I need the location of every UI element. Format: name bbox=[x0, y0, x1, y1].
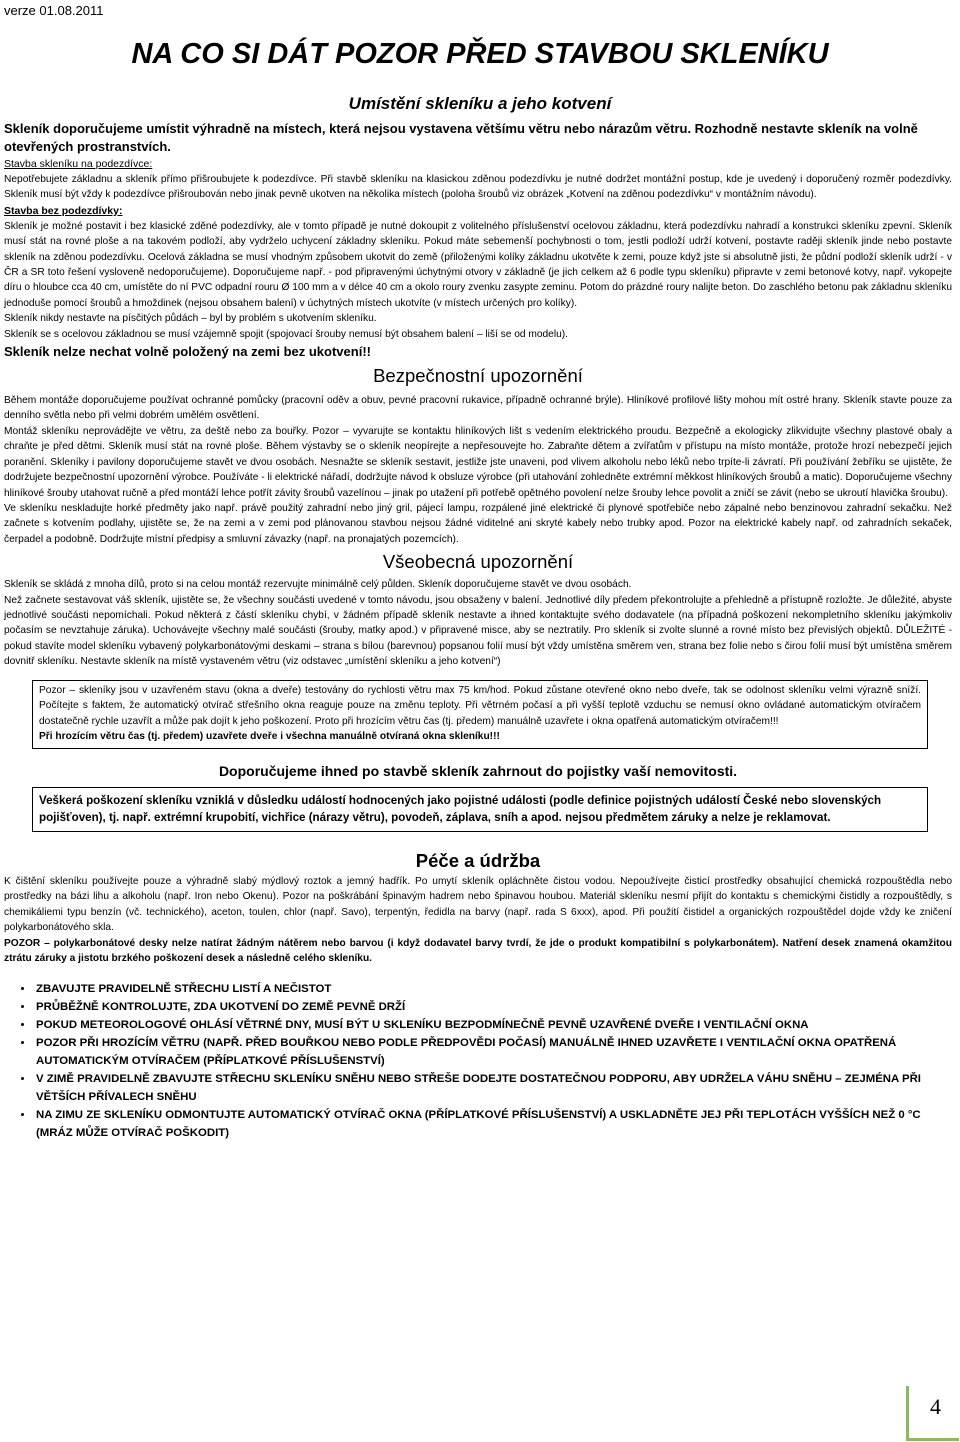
list-item: • POZOR PŘI HROZÍCÍM VĚTRU (NAPŘ. PŘED BOUŘKOU NEBO PODLE PŘEDPOVĚDI POČASÍ) MANUÁLNĚ IHNED UZAVŘETE I VENTILAČNÍ OKNA OPATŘENÁ AUTOMATICKÝM OTVÍRAČEM (PŘÍPLATKOVÉ PŘÍSLUŠENSTVÍ) bbox=[34, 1034, 952, 1070]
insurance-heading: Doporučujeme ihned po stavbě skleník zahrnout do pojistky vaší nemovitosti. bbox=[218, 762, 738, 779]
lead-paragraph: Skleník doporučujeme umístit výhradně na místech, která nejsou vystavena většímu větru nebo nárazům větru. Rozhodně nestavte skleník na volně otevřených prostranstvích. bbox=[4, 121, 918, 154]
general-paragraph-2: Než začnete sestavovat váš skleník, ujistěte se, že všechny součásti uvedené v tomto návodu, jsou obsaženy v balení. Jednotlivé díly předem překontrolujte a přehledně a přístupně rozložte. Je důležité, abyste jednotlivé součásti nepomíchali. Pokud některá z částí skleníku chybí, v žádném případě skleník nestavte a ihned kontaktujte svého dodavatele (na případná poškození nekompletního skleníku jakýmkoliv počasím se nevztahuje záruka). Uchovávejte všechny malé součásti (šrouby, matky apod.) v připravené misce, aby se neztratily. Pro skleník si zvolte slunné a rovné místo bez převislých objektů. DŮLEŽITÉ - pokud stavíte model skleníku vybavený polykarbonátovými deskami – strana s bílou (barevnou) popsanou folií musí být vždy umístěna směrem ven, strana bez folie nebo s čirou folií musí být umístěna směrem dovnitř skleníku. Nestavte skleník na místě vystaveném větru (viz odstavec „umístění skleníku a jeho kotvení“) bbox=[4, 594, 952, 668]
anchoring-warning: Skleník nelze nechat volně položený na zemi bez ukotvení!! bbox=[4, 344, 371, 360]
safety-paragraph-1: Během montáže doporučujeme používat ochranné pomůcky (pracovní oděv a obuv, pevné pracovní rukavice, případně ochranné brýle). Hliníkové profilové lišty mohou mít ostré hrany. Skleník stavte pouze za denního světla nebo při velmi dobrém umělém osvětlení. bbox=[4, 395, 952, 422]
base-connection-note: Skleník se s ocelovou základnou se musí vzájemně spojit (spojovací šrouby nemusí být obsahem balení – liší se od modelu). bbox=[4, 328, 568, 340]
care-paragraph-2: POZOR – polykarbonátové desky nelze natírat žádným nátěrem nebo barvou (i když dodavatel barvy tvrdí, že jde o produkt kompatibilní s polykarbonátem). Natření desek znamená okamžitou ztrátu záruky a jistotu brzkého poškození desek a následně celého skleníku. bbox=[4, 937, 952, 964]
care-paragraph-1: K čištění skleníku používejte pouze a výhradně slabý mýdlový roztok a jemný hadřík. Po umytí skleník opláchněte čistou vodou. Nepoužívejte čisticí prostředky obsahující chemická rozpouštědla nebo prostředky na bázi lihu a alkoholu (např. Iron nebo Okenu). Pozor na poškrábání špinavým hadrem nebo špinavou houbou. Materiál skleníku nesmí přijít do kontaktu s chemickými čistidly a rozpouštědly, s chemikáliemi typu benzín (vč. technického), aceton, toulen, chlor (např. Savo), terpentýn, ředidla na barvy (např. rada S 6xxx), apod. Při použití čistidel a organických rozpouštědel dojde vždy ke zničení polykarbonátového skla. bbox=[4, 875, 952, 934]
wind-warning-text: Pozor – skleníky jsou v uzavřeném stavu (okna a dveře) testovány do rychlosti větru max 75 km/hod. Pokud zůstane otevřené okno nebo dveře, tak se odolnost skleníku velmi výrazně sníží. Počítejte s faktem, že automatický otvírač střešního okna reaguje pouze na změnu teploty. Při větrném počasí a při vyšší teplotě vzduchu se nemusí okno ovládané automatickým otvíračem dostatečně rychle uzavřít a může pak dojít k jeho poškození. Proto při hrozícím větru čas (tj. předem) manuálně uzavřete i okna opatřená automatickým otvíračem!!! bbox=[39, 684, 921, 727]
general-paragraph-1: Skleník se skládá z mnoha dílů, proto si na celou montáž rezervujte minimálně celý půlden. Skleník doporučujeme stavět ve dvou osobách. bbox=[4, 579, 632, 591]
list-item: • PRŮBĚŽNĚ KONTROLUJTE, ZDA UKOTVENÍ DO ZEMĚ PEVNĚ DRŽÍ bbox=[34, 998, 952, 1016]
wind-warning-box bbox=[32, 680, 928, 749]
list-item: • NA ZIMU ZE SKLENÍKU ODMONTUJTE AUTOMATICKÝ OTVÍRAČ OKNA (PŘÍPLATKOVÉ PŘÍSLUŠENSTVÍ) A USKLADNĚTE JEJ PŘI TEPLOTÁCH VYŠŠÍCH NEŽ 0 °C (MRÁZ MŮŽE OTVÍRAČ POŠKODIT) bbox=[34, 1106, 952, 1142]
general-heading: Všeobecná upozornění bbox=[382, 551, 574, 573]
list-item: • ZBAVUJTE PRAVIDELNĚ STŘECHU LISTÍ A NEČISTOT bbox=[34, 980, 952, 998]
page-number: 4 bbox=[930, 1394, 941, 1419]
foundation-label: Stavba skleníku na podezdívce: bbox=[4, 158, 153, 170]
safety-heading: Bezpečnostní upozornění bbox=[373, 365, 583, 387]
foundation-paragraph: Nepotřebujete základnu a skleník přímo přišroubujete k podezdívce. Při stavbě skleníku na klasickou zděnou podezdívku je nutné dodržet montážní postup, kde je uvedený i doporučený rozměr podezdívky. Skleník musí být vždy k podezdívce přišroubován nebo jinak pevně ukotven na několika místech (poloha šroubů viz obrázek „Kotvení na zděnou podezdívku“ v montážním návodu). bbox=[4, 174, 952, 201]
no-foundation-label: Stavba bez podezdívky: bbox=[4, 204, 123, 217]
page-number-frame bbox=[906, 1386, 959, 1441]
sandy-soil-note: Skleník nikdy nestavte na písčitých půdách – byl by problém s ukotvením skleníku. bbox=[4, 313, 377, 325]
list-item: • V ZIMĚ PRAVIDELNĚ ZBAVUJTE STŘECHU SKLENÍKU SNĚHU NEBO STŘEŠE DODEJTE DOSTATEČNOU PODPORU, ABY UDRŽELA VÁHU SNĚHU – ZEJMÉNA PŘI VĚTŠÍCH PŘÍVALECH SNĚHU bbox=[34, 1070, 952, 1106]
section-title-placement: Umístění skleníku a jeho kotvení bbox=[348, 94, 612, 113]
safety-paragraph-3: Ve skleníku neskladujte horké předměty jako např. právě použitý zahradní nebo jiný gril, pájecí lampu, rozpálené jiné elektrické či plynové spotřebiče nebo zápalné nebo benzinovou zahradní sekačku. Než začnete s kotvením podlahy, ujistěte se, že na zemi a v zemi pod plánovanou stavbou nejsou žádné viditelné ani skryté kabely nebo trubky apod. Pozor na elektrické kabely např. od zahradních sekaček, čerpadel a podobně. Dodržujte místní předpisy a smluvní závazky (např. na pronajatých pozemcích). bbox=[4, 502, 952, 545]
version-label: verze 01.08.2011 bbox=[4, 3, 104, 18]
insurance-box: Veškerá poškození skleníku vzniklá v důsledku událostí hodnocených jako pojistné události (podle definice pojistných událostí České nebo slovenských pojišťoven), tj. např. extrémní krupobití, vichřice (nárazy větru), povodeň, záplava, sníh a apod. nejsou předmětem záruky a nelze je reklamovat. bbox=[32, 787, 928, 832]
document-body bbox=[4, 156, 952, 1142]
list-item: • POKUD METEOROLOGOVÉ OHLÁSÍ VĚTRNÉ DNY, MUSÍ BÝT U SKLENÍKU BEZPODMÍNEČNĚ PEVNĚ UZAVŘENÉ DVEŘE I VENTILAČNÍ OKNA bbox=[34, 1016, 952, 1034]
care-heading: Péče a údržba bbox=[415, 849, 541, 871]
no-foundation-paragraph: Skleník je možné postavit i bez klasické zděné podezdívky, ale v tomto případě je nutné dokoupit z volitelného příslušenství ocelovou základnu, která podezdívku nahradí a konstrukci skleníku zpevní. Skleník musí stát na rovné ploše a na takovém podloží, aby vydrželo uchycení základny skleníku. Pokud máte sebemenší pochybnosti o tom, jestli podloží udrží kotvení, postavte raději skleník jinde nebo postavte skleník na zděnou podezdívku. Ocelová základna se musí vhodným způsobem ukotvit do země (přiloženými kolíky základnu ukotvěte k zemi, pouze když jste si absolutně jisti, že půdní podloží skleník udrží - v ČR a SR toto řešení vysloveně nedoporučujeme). Doporučujeme např. - pod připravenými úchytnými otvory v základně (je jich celkem až 6 podle typu skleníku) připravte v zemi betonové kotvy, např. vykopejte díru o hloubce cca 40 cm, umístěte do ní PVC odpadní rouru Ø 100 mm a v délce 40 cm a okolo roury zvenku zasypte zeminu. Potom do prázdné roury nalijte beton. Do zaschlého betonu pak základnu skleníku jednoduše pomocí šroubů a hmoždinek (nejsou obsahem balení) v úchytných místech ukotvíte (v místech určených pro kolíky). bbox=[4, 220, 952, 309]
maintenance-list bbox=[4, 980, 952, 1142]
safety-paragraph-2: Montáž skleníku neprovádějte ve větru, za deště nebo za bouřky. Pozor – vyvarujte se kontaktu hliníkových lišt s vedením elektrického proudu. Bezpečně a ekologicky zlikvidujte všechny plastové obaly a chraňte je před dětmi. Skleník musí stát na rovné ploše. Během výstavby se o skleník neopírejte a nepřesouvejte ho. Zabraňte dětem a zvířatům v přístupu na místo montáže, protože hrozí nebezpečí jejich poranění. Skleníky i pavilony doporučujeme stavět ve dvou osobách. Nesnažte se skleník sestavit, jestliže jste unaveni, pod vlivem alkoholu nebo léků nebo trpíte-li závratí. Při používání žebříku se ujistěte, že dodržujete bezpečnostní upozornění výrobce. Používáte - li elektrické nářadí, dodržujte návod k obsluze výrobce (při utahování zohledněte extrémní měkkost hliníkových šroubů a matic). Doporučujeme všechny hliníkové šrouby utahovat ručně a před montáží lehce potřít závity šroubů vazelínou – jinak po utažení při potřebě opětného povolení nelze šrouby lehce povolit a zničí se závit (nebo se ukroutí hlavička šroubu). bbox=[4, 425, 952, 499]
page-title: NA CO SI DÁT POZOR PŘED STAVBOU SKLENÍKU bbox=[131, 38, 829, 70]
wind-warning-last: Při hrozícím větru čas (tj. předem) uzavřete dveře i všechna manuálně otvíraná okna skleníku!!! bbox=[39, 731, 500, 743]
